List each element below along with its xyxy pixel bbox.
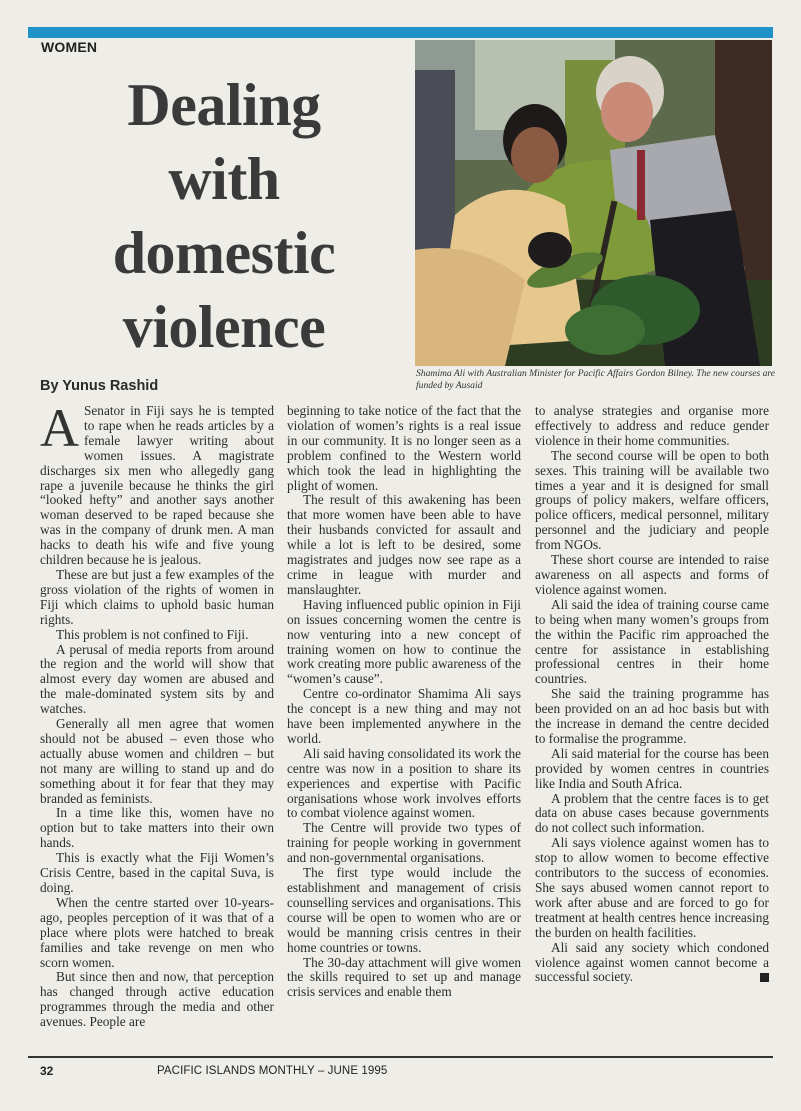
publication-info: PACIFIC ISLANDS MONTHLY – JUNE 1995 <box>157 1065 388 1077</box>
article-column-3 <box>535 404 769 985</box>
byline: By Yunus Rashid <box>40 378 159 394</box>
paragraph-text: Senator in Fiji says he is tempted to rape when he reads articles by a female lawyer writing about women issues. A magistrate discharges six men who allegedly gang rape a juvenile because he thinks the girl “looked hefty” and another says another woman deserved to be raped because she was in the company of drunk men. A man hacks to death his wife and five young children because he is jealous. <box>40 403 274 568</box>
paragraph: A perusal of media reports from around the region and the world will show that almost every day women are abused and the male-dominated system sits by and watches. <box>40 641 274 717</box>
end-of-article-mark <box>760 973 769 982</box>
paragraph <box>40 398 274 568</box>
paragraph <box>535 941 769 986</box>
paragraph: The first type would include the establishment and management of crisis counselling services and organisations. This course will be open to women who are or would be manning crisis centres in their home countries or towns. <box>287 865 522 955</box>
photo-caption: Shamima Ali with Australian Minister for Pacific Affairs Gordon Bilney. The new courses are funded by Ausaid <box>416 368 776 391</box>
paragraph: She said the training programme has been provided on an ad hoc basis but with the increase in demand the centre decided to formalise the programme. <box>535 686 769 746</box>
paragraph: This problem is not confined to Fiji. <box>56 626 249 642</box>
drop-cap: A <box>40 398 79 458</box>
paragraph: beginning to take notice of the fact that the violation of women’s rights is a real issue in our community. It is no longer seen as a problem confined to the Western world which took the lead in highlighting the plight of women. <box>287 403 521 493</box>
paragraph: But since then and now, that perception has changed through active education programmes through the media and other avenues. People are <box>40 969 274 1030</box>
footer-rule <box>28 1056 773 1058</box>
paragraph: Having influenced public opinion in Fiji on issues concerning women the centre is now venturing into a new concept of training women on how to continue the work creating more public awareness of the “women’s cause”. <box>287 596 521 687</box>
paragraph: The second course will be open to both sexes. This training will be available two times a year and it is designed for small groups of policy makers, welfare officers, police officers, medical personnel, military personnel and the judiciary and people from NGOs. <box>535 447 769 553</box>
paragraph: The Centre will provide two types of training for people working in government and non-governmental organisations. <box>287 820 521 866</box>
paragraph: to analyse strategies and organise more effectively to address and reduce gender violence in their home communities. <box>535 403 769 448</box>
paragraph: Ali said the idea of training course came to being when many women’s groups from the within the Pacific rim approached the centre for assistance in establishing professional centres in their home countries. <box>535 596 769 687</box>
article-photo <box>415 40 772 366</box>
paragraph: The 30-day attachment will give women the skills required to set up and manage crisis services and enable them <box>287 954 521 1000</box>
headline-line-3: domestic <box>112 220 336 286</box>
paragraph: These short course are intended to raise awareness on all aspects and forms of violence against women. <box>535 552 769 597</box>
article-headline <box>40 68 408 364</box>
paragraph: Generally all men agree that women should not be abused – even those who actually abuse women and children – but not many are willing to stand up and do something about it for fear that they may branded as feminists. <box>40 716 274 806</box>
paragraph: Ali said material for the course has been provided by women centres in countries like India and South Africa. <box>535 745 769 791</box>
paragraph: Ali said having consolidated its work the centre was now in a position to share its experiences and expertise with Pacific organisations whose work involves efforts to combat violence against women. <box>287 745 521 821</box>
paragraph-text: Ali said any society which condoned violence against women cannot become a successful society. <box>535 939 769 985</box>
headline-line-4: violence <box>122 294 326 360</box>
paragraph: A problem that the centre faces is to get data on abuse cases because governments do not collect such information. <box>535 790 769 836</box>
page-number: 32 <box>40 1064 54 1078</box>
headline-line-2: with <box>168 146 280 212</box>
paragraph: These are but just a few examples of the gross violation of the rights of women in Fiji which claims to uphold basic human rights. <box>40 566 274 627</box>
headline-line-1: Dealing <box>127 72 321 138</box>
paragraph: Centre co-ordinator Shamima Ali says the concept is a new thing and may not have been implemented anywhere in the world. <box>287 686 521 746</box>
paragraph: Ali says violence against women has to stop to allow women to become effective contributors to the success of economies. She says abused women cannot report to work after abuse and are forced to go for treatment at health centres hence increasing the burden on health facilities. <box>535 835 769 940</box>
section-label: WOMEN <box>41 39 98 55</box>
article-column-2 <box>287 404 521 1000</box>
section-accent-bar <box>28 27 773 38</box>
paragraph: The result of this awakening has been that more women have been able to have their husbands convicted for assault and while a lot is left to be desired, some magistrates and judges now see rape as a crime in league with murder and manslaughter. <box>287 492 521 597</box>
paragraph: This is exactly what the Fiji Women’s Crisis Centre, based in the capital Suva, is doing. <box>40 850 274 895</box>
paragraph: In a time like this, women have no option but to take matters into their own hands. <box>40 805 274 851</box>
paragraph: When the centre started over 10-years-ago, peoples perception of it was that of a place where plots were hatched to break families and take revenge on men who scorn women. <box>40 894 274 970</box>
article-column-1 <box>40 398 274 1030</box>
